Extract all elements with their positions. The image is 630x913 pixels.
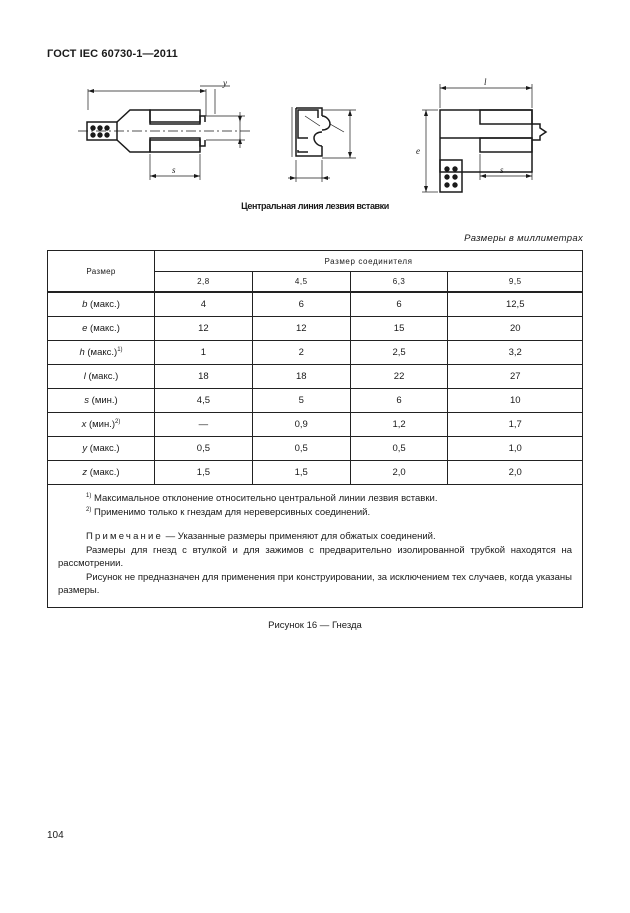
table-cell: 1,7: [448, 413, 583, 437]
table-cell: 1,0: [448, 437, 583, 461]
table-cell: 0,9: [252, 413, 350, 437]
dim-label-e: e: [416, 146, 420, 156]
notes-row: [48, 485, 583, 608]
table-cell: 1,5: [155, 461, 253, 485]
table-cell: 18: [155, 365, 253, 389]
dim-label-l: l: [484, 77, 487, 87]
note-paragraph: Размеры для гнезд с втулкой и для зажимов с предварительно изолированной трубкой находятся на рассмотрении.: [58, 544, 572, 569]
table-cell: 0,5: [350, 437, 448, 461]
table-cell: —: [155, 413, 253, 437]
note-paragraph: Рисунок не предназначен для применения при конструировании, за исключением тех случаев, когда указаны размеры.: [58, 571, 572, 596]
table-row: [48, 413, 583, 437]
row-label: x $(мин.)^{2)}$: [48, 413, 155, 437]
column-header: 6,3: [350, 272, 448, 293]
row-label: e (макс.): [48, 317, 155, 341]
table-cell: 4,5: [155, 389, 253, 413]
table-cell: 18: [252, 365, 350, 389]
row-label: z (макс.): [48, 461, 155, 485]
note-paragraph: Примечание — Указанные размеры применяют для обжатых соединений.: [86, 531, 436, 542]
row-label: h (макс.)$^{1)}$: [48, 341, 155, 365]
table-cell: 2,0: [350, 461, 448, 485]
column-header: 4,5: [252, 272, 350, 293]
note-block: [58, 530, 572, 598]
group-header: Размер соединителя: [155, 251, 583, 272]
socket-side-view: [78, 86, 250, 180]
dim-label-s-right: s: [500, 165, 504, 175]
table-cell: 27: [448, 365, 583, 389]
column-header: 9,5: [448, 272, 583, 293]
table-cell: 1,5: [252, 461, 350, 485]
table-row: [48, 461, 583, 485]
document-header: ГОСТ IEC 60730-1—2011: [47, 48, 178, 60]
drawing-caption: Центральная линия лезвия вставки: [241, 201, 389, 211]
table-row: [48, 317, 583, 341]
table-cell: 12,5: [448, 292, 583, 317]
table-cell: 12: [252, 317, 350, 341]
dim-label-s-left: s: [172, 165, 176, 175]
table-cell: 22: [350, 365, 448, 389]
table-cell: 2,0: [448, 461, 583, 485]
row-label: s (мин.): [48, 389, 155, 413]
table-cell: 2,5: [350, 341, 448, 365]
socket-drawing: [60, 74, 560, 204]
footnote: $^{2)}$ Применимо только к гнездам для нереверсивных соединений.: [86, 506, 371, 518]
table-cell: 6: [350, 389, 448, 413]
table-cell: 12: [155, 317, 253, 341]
table-cell: 2: [252, 341, 350, 365]
row-label: b (макс.): [48, 292, 155, 317]
dim-label-y: y: [223, 78, 227, 88]
table-cell: 10: [448, 389, 583, 413]
socket-top-view: [422, 84, 546, 192]
table-cell: 6: [252, 292, 350, 317]
row-label: y (макс.): [48, 437, 155, 461]
table-cell: 0,5: [155, 437, 253, 461]
table-cell: 15: [350, 317, 448, 341]
table-cell: 1,2: [350, 413, 448, 437]
page-number: 104: [47, 830, 64, 841]
column-header: 2,8: [155, 272, 253, 293]
table-row: [48, 437, 583, 461]
table-cell: 0,5: [252, 437, 350, 461]
table-notes: [48, 485, 583, 608]
table-cell: 6: [350, 292, 448, 317]
table-row: [48, 365, 583, 389]
figure-caption: Рисунок 16 — Гнезда: [268, 620, 362, 631]
row-header: Размер: [48, 251, 155, 293]
row-label: l (макс.): [48, 365, 155, 389]
table-cell: 3,2: [448, 341, 583, 365]
table-cell: 20: [448, 317, 583, 341]
table-row: [48, 389, 583, 413]
socket-front-view: [288, 107, 356, 182]
dimensions-table: [47, 250, 583, 608]
table-row: [48, 292, 583, 317]
table-cell: 5: [252, 389, 350, 413]
units-note: Размеры в миллиметрах: [464, 233, 583, 244]
table-row: [48, 341, 583, 365]
footnote: $^{1)}$ Максимальное отклонение относительно центральной линии лезвия вставки.: [86, 492, 438, 504]
table-cell: 4: [155, 292, 253, 317]
table-cell: 1: [155, 341, 253, 365]
